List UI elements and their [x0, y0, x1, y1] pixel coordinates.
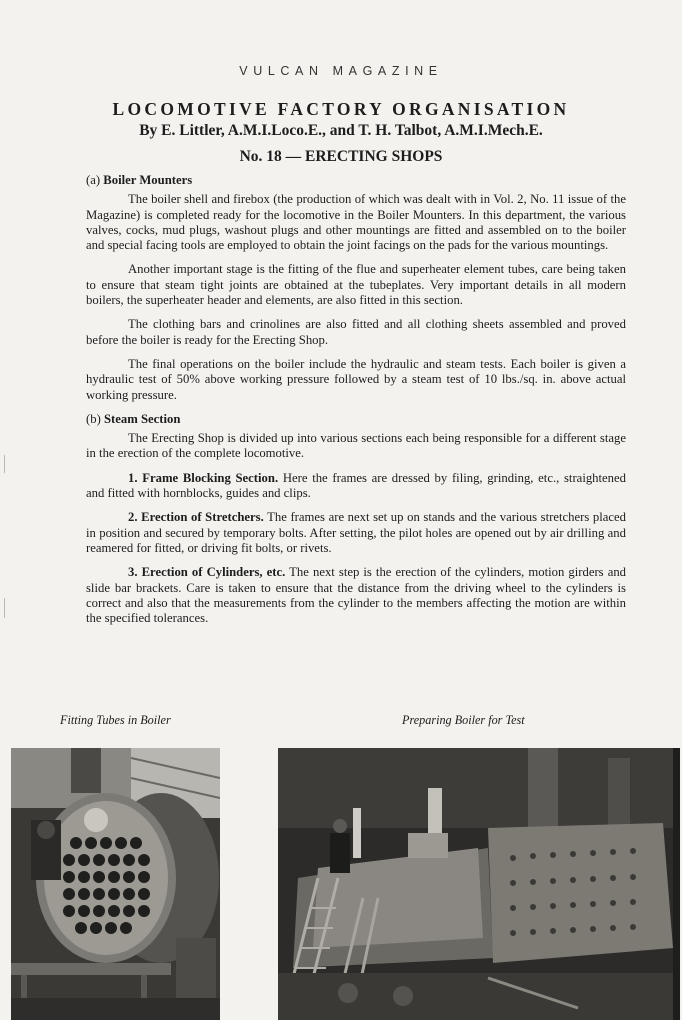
list-item-text: Here the frames are dressed by filing, grinding, etc., straightened and fitted with hornblocks, guides and clips.	[86, 470, 627, 501]
list-item	[86, 471, 626, 502]
section-title: Boiler Mounters	[103, 173, 193, 187]
masthead: VULCAN MAGAZINE	[239, 64, 443, 78]
section-tag: (a)	[86, 173, 101, 187]
paragraph: The clothing bars and crinolines are also fitted and all clothing sheets assembled and proved before the boiler is ready for the Erecting Shop.	[86, 317, 626, 347]
paragraph: The final operations on the boiler include the hydraulic and steam tests. Each boiler is given a hydraulic test of 50% above working pressure followed by a steam test of 10 lbs./sq. in. above actual working pressure.	[86, 356, 626, 402]
list-item	[86, 510, 626, 556]
article-byline: By E. Littler, A.M.I.Loco.E., and T. H. Talbot, A.M.I.Mech.E.	[139, 122, 543, 139]
article-issue: No. 18 — ERECTING SHOPS	[239, 148, 443, 165]
article-title: LOCOMOTIVE FACTORY ORGANISATION	[112, 99, 570, 119]
list-item-lead: 2. Erection of Stretchers.	[128, 510, 264, 525]
paragraph: The Erecting Shop is divided up into various sections each being responsible for a different stage in the erection of the complete locomotive.	[86, 431, 626, 461]
section-heading	[86, 412, 626, 427]
list-item-lead: 1. Frame Blocking Section.	[128, 470, 279, 485]
paragraph: Another important stage is the fitting of the flue and superheater element tubes, care being taken to ensure that steam tight joints are obtained at the tubeplates. Very important details in all modern boilers, the superheater header and elements, are also fitted in this section.	[86, 262, 626, 308]
list-item	[86, 565, 626, 626]
margin-mark	[4, 455, 5, 473]
margin-mark	[4, 598, 5, 618]
list-item-text: The next step is the erection of the cylinders, motion girders and slide bar brackets. Care is taken to ensure that the distance from the driving wheel to the cylinders is correct and also that the measurements from the cylinder to the members affecting the motion are within the specified tolerances.	[86, 565, 627, 626]
list-item-text: The frames are next set up on stands and the various stretchers placed in position and secured by temporary bolts. After setting, the pilot holes are opened out by air drilling and reamered for fitted, or driving fit bolts, or rivets.	[86, 510, 626, 555]
list-item-lead: 3. Erection of Cylinders, etc.	[128, 565, 286, 580]
paragraph: The boiler shell and firebox (the production of which was dealt with in Vol. 2, No. 11 issue of the Magazine) is completed ready for the locomotive in the Boiler Mounters. In this department, the various valves, cocks, mud plugs, washout plugs and other mountings are fitted and assembled on to the boiler and special facing tools are employed to obtain the joint facings on the pads for the various mountings.	[86, 192, 626, 253]
boiler-test-photo	[278, 748, 680, 1020]
section-heading	[86, 173, 626, 188]
photo-caption-left: Fitting Tubes in Boiler	[60, 713, 171, 727]
section-tag: (b)	[86, 411, 101, 426]
boiler-tubes-photo	[11, 748, 220, 1020]
section-title: Steam Section	[103, 411, 181, 426]
photo-caption-right: Preparing Boiler for Test	[402, 713, 525, 727]
article-body	[86, 173, 626, 635]
